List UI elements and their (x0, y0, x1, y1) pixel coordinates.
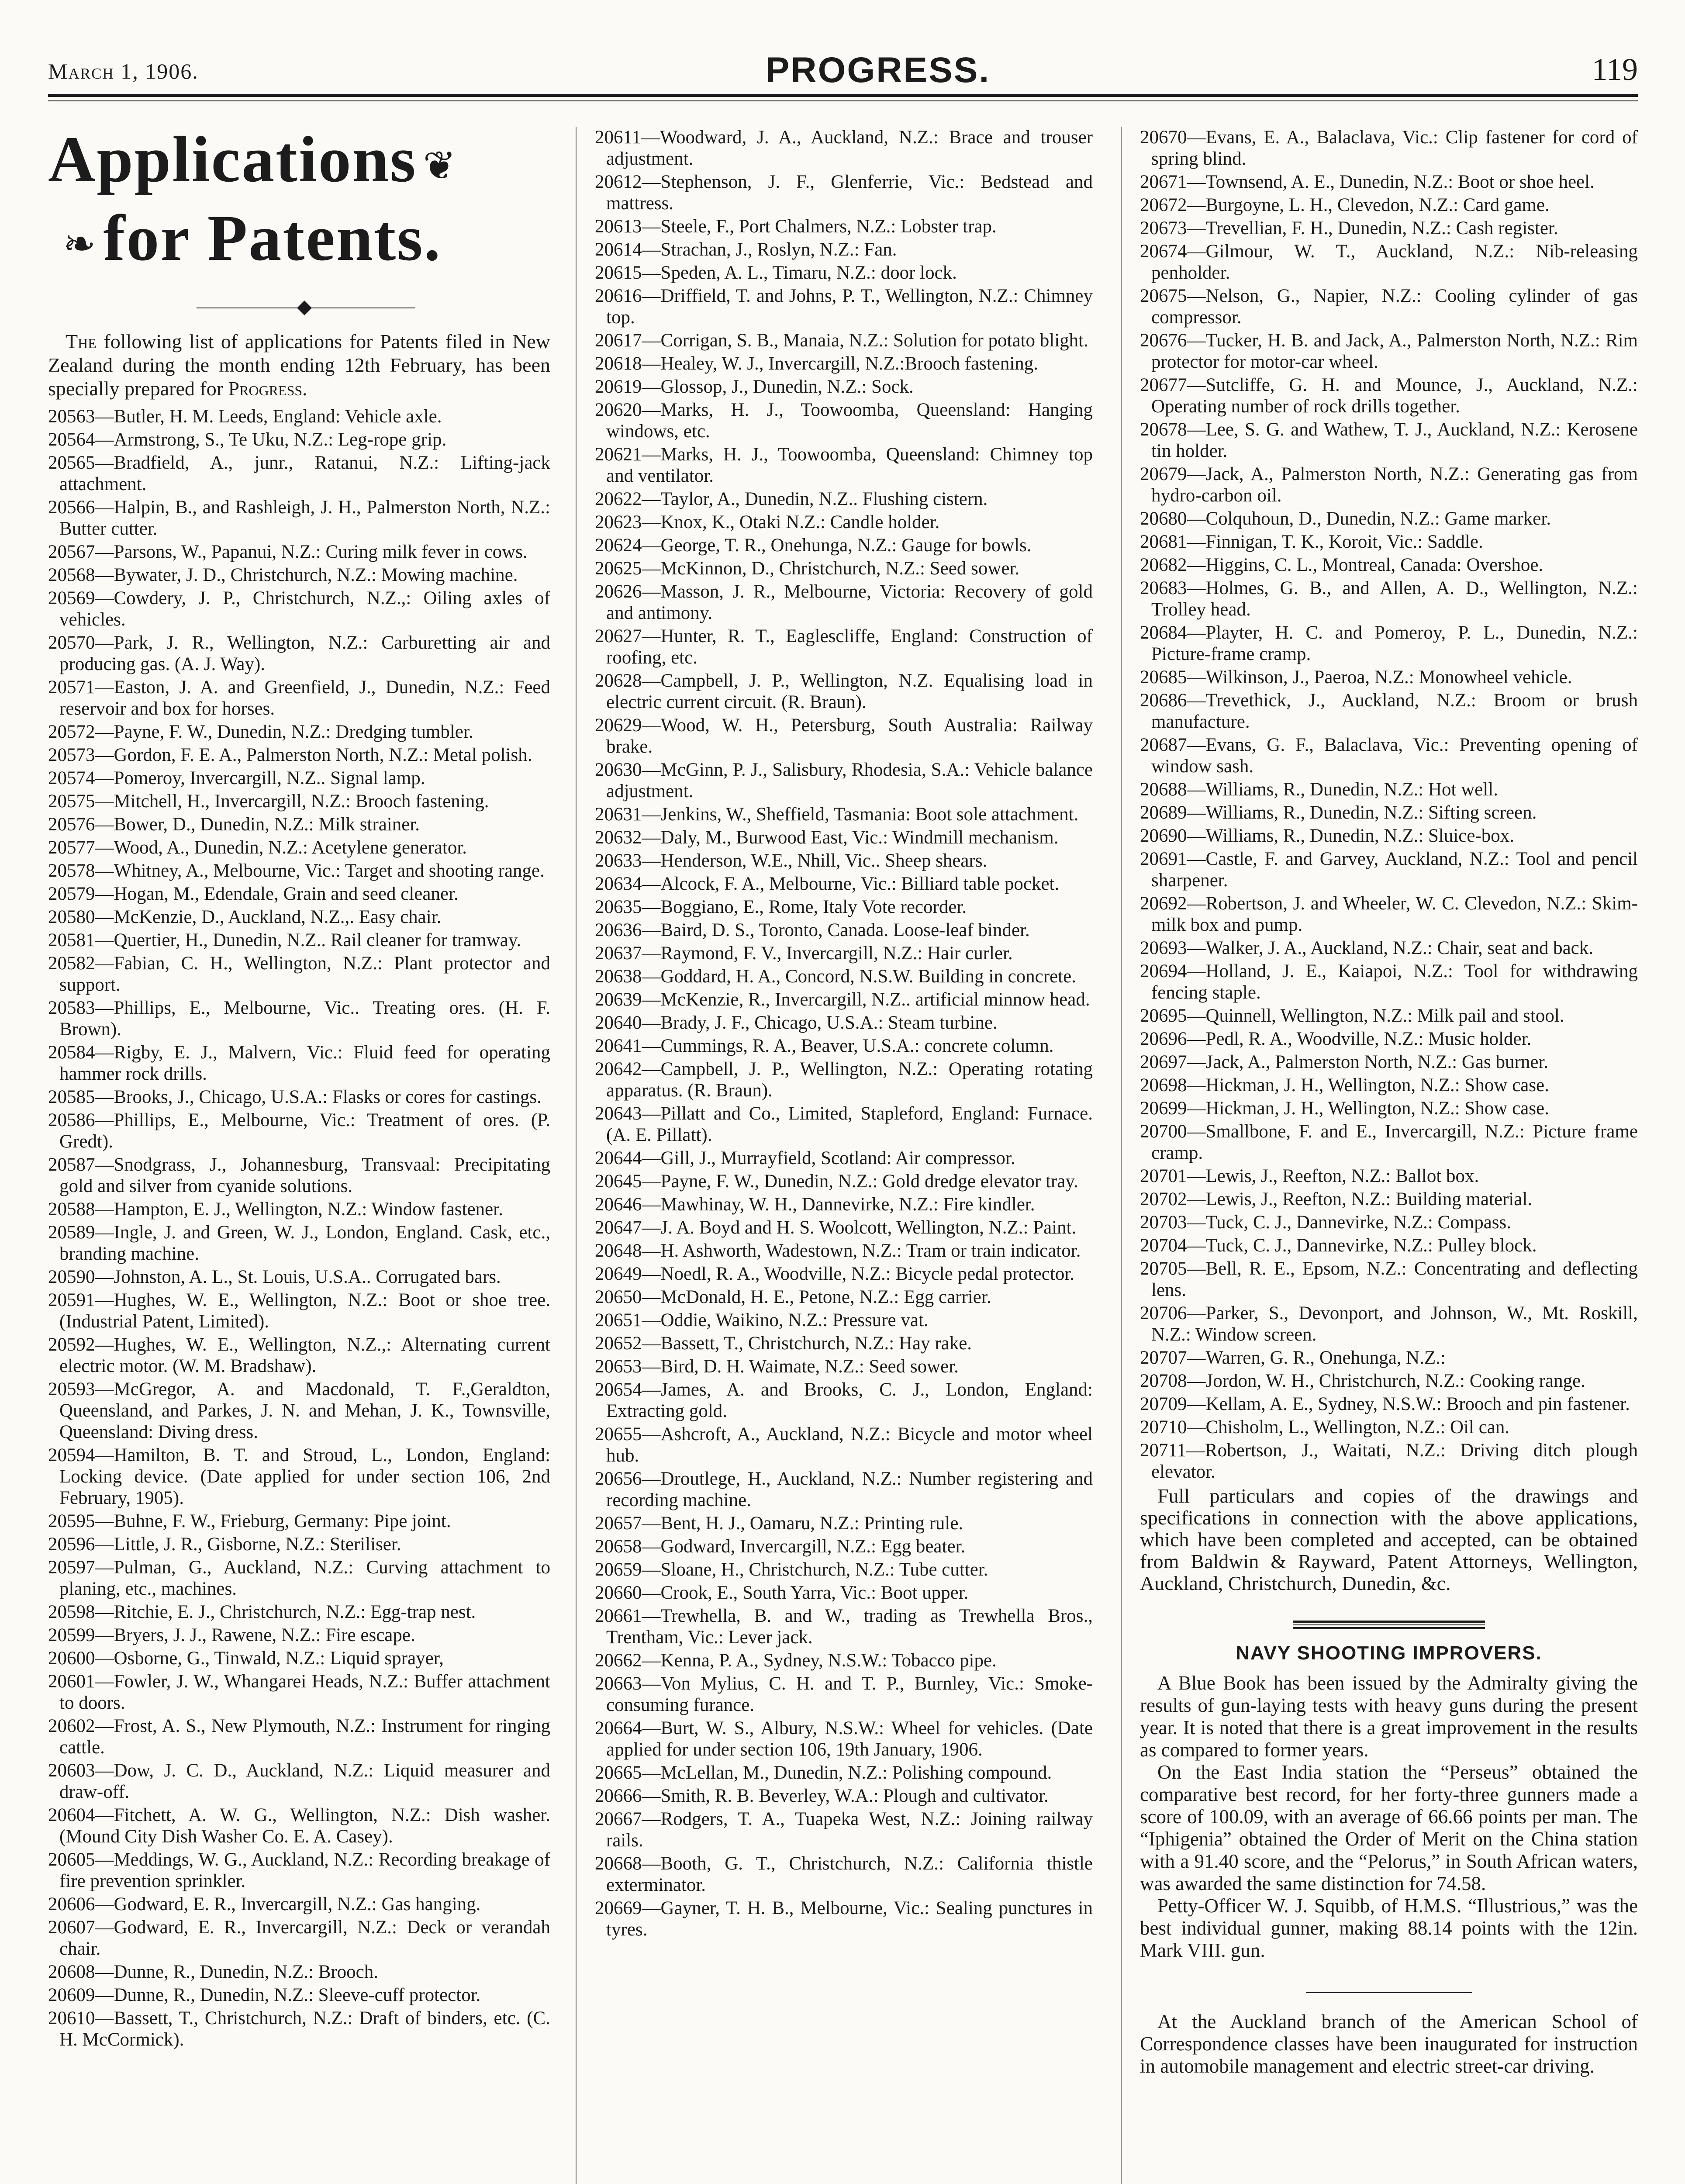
patent-entry: 20660—Crook, E., South Yarra, Vic.: Boot upper. (595, 1583, 969, 1603)
patent-entry: 20586—Phillips, E., Melbourne, Vic.: Treatment of ores. (P. Gredt). (48, 1110, 550, 1152)
patent-entry: 20644—Gill, J., Murrayfield, Scotland: Air compressor. (595, 1148, 1015, 1168)
patent-entry: 20686—Trevethick, J., Auckland, N.Z.: Broom or brush manufacture. (1140, 690, 1638, 732)
column-divider (1121, 127, 1122, 2184)
patent-entry: 20617—Corrigan, S. B., Manaia, N.Z.: Solution for potato blight. (595, 330, 1088, 351)
patent-entry: 20701—Lewis, J., Reefton, N.Z.: Ballot box. (1140, 1166, 1479, 1186)
patent-entry: 20630—McGinn, P. J., Salisbury, Rhodesia, S.A.: Vehicle balance adjustment. (595, 760, 1093, 802)
header-rule-thick (48, 94, 1638, 97)
patent-entry: 20658—Godward, Invercargill, N.Z.: Egg beater. (595, 1536, 966, 1557)
patent-entry: 20618—Healey, W. J., Invercargill, N.Z.:Brooch fastening. (595, 353, 1039, 374)
patent-entry: 20577—Wood, A., Dunedin, N.Z.: Acetylene generator. (48, 837, 467, 858)
patent-entry: 20666—Smith, R. B. Beverley, W.A.: Plough and cultivator. (595, 1786, 1049, 1806)
patent-entry: 20619—Glossop, J., Dunedin, N.Z.: Sock. (595, 377, 914, 397)
patent-entry: 20711—Robertson, J., Waitati, N.Z.: Driving ditch plough elevator. (1140, 1440, 1638, 1482)
patent-entry: 20563—Butler, H. M. Leeds, England: Vehicle axle. (48, 406, 442, 427)
separator-line (1293, 1621, 1485, 1623)
patent-entry: 20601—Fowler, J. W., Whangarei Heads, N.Z.: Buffer attachment to doors. (48, 1671, 550, 1714)
patent-entry: 20694—Holland, J. E., Kaiapoi, N.Z.: Tool for withdrawing fencing staple. (1140, 961, 1638, 1003)
patent-entry: 20692—Robertson, J. and Wheeler, W. C. Clevedon, N.Z.: Skim-milk box and pump. (1140, 893, 1638, 935)
patent-entry: 20642—Campbell, J. P., Wellington, N.Z.: Operating rotating apparatus. (R. Braun). (595, 1059, 1093, 1101)
patent-entry: 20597—Pulman, G., Auckland, N.Z.: Curving attachment to planing, etc., machines. (48, 1557, 550, 1600)
issue-date: March 1, 1906. (48, 59, 199, 83)
patent-entry: 20584—Rigby, E. J., Malvern, Vic.: Fluid feed for operating hammer rock drills. (48, 1042, 550, 1085)
patent-entry: 20691—Castle, F. and Garvey, Auckland, N.Z.: Tool and pencil sharpener. (1140, 849, 1638, 891)
patent-entry: 20654—James, A. and Brooks, C. J., London, England: Extracting gold. (595, 1379, 1093, 1421)
patent-entry: 20638—Goddard, H. A., Concord, N.S.W. Building in concrete. (595, 966, 1076, 987)
patent-entry: 20656—Droutlege, H., Auckland, N.Z.: Number registering and recording machine. (595, 1469, 1093, 1510)
patent-entry: 20710—Chisholm, L., Wellington, N.Z.: Oil can. (1140, 1417, 1510, 1438)
patent-list (48, 406, 550, 2050)
patent-entry: 20596—Little, J. R., Gisborne, N.Z.: Steriliser. (48, 1534, 401, 1555)
patent-entry: 20602—Frost, A. S., New Plymouth, N.Z.: Instrument for ringing cattle. (48, 1716, 550, 1758)
patent-entry: 20651—Oddie, Waikino, N.Z.: Pressure vat. (595, 1310, 929, 1330)
patent-entry: 20681—Finnigan, T. K., Koroit, Vic.: Saddle. (1140, 532, 1483, 552)
patent-entry: 20623—Knox, K., Otaki N.Z.: Candle holder. (595, 512, 940, 532)
intro-lead: The (66, 330, 97, 353)
intro-tail: Progress. (228, 377, 307, 400)
separator-line (1293, 1627, 1485, 1629)
patent-entry: 20643—Pillatt and Co., Limited, Stapleford, England: Furnace. (A. E. Pillatt). (595, 1103, 1093, 1145)
patent-entry: 20700—Smallbone, F. and E., Invercargill, N.Z.: Picture frame cramp. (1140, 1121, 1638, 1163)
patent-entry: 20687—Evans, G. F., Balaclava, Vic.: Preventing opening of window sash. (1140, 735, 1638, 777)
patent-entry: 20668—Booth, G. T., Christchurch, N.Z.: California thistle exterminator. (595, 1853, 1093, 1895)
patent-entry: 20628—Campbell, J. P., Wellington, N.Z. Equalising load in electric current circuit. (R. Braun). (595, 670, 1093, 712)
patent-entry: 20609—Dunne, R., Dunedin, N.Z.: Sleeve-cuff protector. (48, 1985, 481, 2006)
patent-entry: 20706—Parker, S., Devonport, and Johnson, W., Mt. Roskill, N.Z.: Window screen. (1140, 1303, 1638, 1345)
patent-entry: 20615—Speden, A. L., Timaru, N.Z.: door lock. (595, 263, 957, 283)
patent-entry: 20675—Nelson, G., Napier, N.Z.: Cooling cylinder of gas compressor. (1140, 286, 1638, 328)
patent-entry: 20685—Wilkinson, J., Paeroa, N.Z.: Monowheel vehicle. (1140, 667, 1572, 688)
patent-entry: 20695—Quinnell, Wellington, N.Z.: Milk pail and stool. (1140, 1006, 1564, 1026)
patent-entry: 20698—Hickman, J. H., Wellington, N.Z.: Show case. (1140, 1075, 1549, 1095)
patent-entry: 20634—Alcock, F. A., Melbourne, Vic.: Billiard table pocket. (595, 874, 1060, 894)
patent-entry: 20626—Masson, J. R., Melbourne, Victoria: Recovery of gold and antimony. (595, 581, 1093, 623)
patent-entry: 20652—Bassett, T., Christchurch, N.Z.: Hay rake. (595, 1333, 972, 1354)
patent-entry: 20595—Buhne, F. W., Frieburg, Germany: Pipe joint. (48, 1511, 451, 1532)
patent-entry: 20662—Kenna, P. A., Sydney, N.S.W.: Tobacco pipe. (595, 1650, 997, 1671)
patent-entry: 20578—Whitney, A., Melbourne, Vic.: Target and shooting range. (48, 860, 545, 881)
intro-body: following list of applications for Patents filed in New Zealand during the month ending 12th February, has been specially prepared for (48, 330, 550, 400)
patent-entry: 20629—Wood, W. H., Petersburg, South Australia: Railway brake. (595, 715, 1093, 757)
column-1 (48, 123, 550, 2052)
patent-entry: 20677—Sutcliffe, G. H. and Mounce, J., Auckland, N.Z.: Operating number of rock drills together. (1140, 375, 1638, 417)
patent-entry: 20583—Phillips, E., Melbourne, Vic.. Treating ores. (H. F. Brown). (48, 998, 550, 1040)
patent-list (1140, 127, 1638, 1482)
patent-entry: 20703—Tuck, C. J., Dannevirke, N.Z.: Compass. (1140, 1212, 1512, 1233)
patent-entry: 20611—Woodward, J. A., Auckland, N.Z.: Brace and trouser adjustment. (595, 127, 1093, 169)
patent-entry: 20599—Bryers, J. J., Rawene, N.Z.: Fire escape. (48, 1625, 415, 1646)
patent-entry: 20661—Trewhella, B. and W., trading as Trewhella Bros., Trentham, Vic.: Lever jack. (595, 1606, 1093, 1648)
patent-entry: 20565—Bradfield, A., junr., Ratanui, N.Z.: Lifting-jack attachment. (48, 453, 550, 495)
publication-title: PROGRESS. (765, 50, 991, 90)
patent-entry: 20664—Burt, W. S., Albury, N.S.W.: Wheel for vehicles. (Date applied for under section 106, 19th January, 1906. (595, 1718, 1093, 1760)
patent-entry: 20697—Jack, A., Palmerston North, N.Z.: Gas burner. (1140, 1052, 1549, 1072)
patent-entry: 20670—Evans, E. A., Balaclava, Vic.: Clip fastener for cord of spring blind. (1140, 127, 1638, 169)
patent-entry: 20625—McKinnon, D., Christchurch, N.Z.: Seed sower. (595, 558, 1020, 579)
patent-entry: 20708—Jordon, W. H., Christchurch, N.Z.: Cooking range. (1140, 1371, 1585, 1391)
patent-entry: 20612—Stephenson, J. F., Glenferrie, Vic.: Bedstead and mattress. (595, 172, 1093, 214)
header-rule-thin (48, 100, 1638, 101)
patent-entry: 20646—Mawhinay, W. H., Dannevirke, N.Z.: Fire kindler. (595, 1194, 1035, 1215)
patent-entry: 20608—Dunne, R., Dunedin, N.Z.: Brooch. (48, 1962, 379, 1983)
patent-entry: 20582—Fabian, C. H., Wellington, N.Z.: Plant protector and support. (48, 953, 550, 995)
patent-entry: 20581—Quertier, H., Dunedin, N.Z.. Rail cleaner for tramway. (48, 930, 521, 951)
patent-entry: 20674—Gilmour, W. T., Auckland, N.Z.: Nib-releasing penholder. (1140, 241, 1638, 283)
closing-paragraph: Full particulars and copies of the drawings and specifications in connection with the above applications, which have been completed and accepted, can be obtained from Baldwin & Rayward, Patent Attorneys, Wellington, Auckland, Christchurch, Dunedin, &c. (1140, 1485, 1638, 1594)
patent-entry: 20635—Boggiano, E., Rome, Italy Vote recorder. (595, 897, 967, 917)
patent-entry: 20631—Jenkins, W., Sheffield, Tasmania: Boot sole attachment. (595, 804, 1079, 825)
patent-entry: 20568—Bywater, J. D., Christchurch, N.Z.: Mowing machine. (48, 565, 518, 586)
column-3 (1140, 127, 1638, 2077)
patent-entry: 20680—Colquhoun, D., Dunedin, N.Z.: Game marker. (1140, 508, 1551, 529)
patent-entry: 20699—Hickman, J. H., Wellington, N.Z.: Show case. (1140, 1098, 1549, 1119)
patent-entry: 20571—Easton, J. A. and Greenfield, J., Dunedin, N.Z.: Feed reservoir and box for horses. (48, 677, 550, 719)
column-divider (576, 127, 577, 2184)
navy-article (1140, 1642, 1638, 1962)
title-line-1: Applications (48, 123, 417, 196)
patent-entry: 20589—Ingle, J. and Green, W. J., London, England. Cask, etc., branding machine. (48, 1222, 550, 1265)
diamond-icon (297, 301, 312, 315)
patent-entry: 20622—Taylor, A., Dunedin, N.Z.. Flushing cistern. (595, 489, 988, 509)
title-line-2: for Patents. (103, 201, 442, 274)
patent-entry: 20627—Hunter, R. T., Eaglescliffe, England: Construction of roofing, etc. (595, 626, 1093, 668)
article-paragraph: On the East India station the “Perseus” obtained the comparative best record, for her forty-three gunners made a score of 100.09, with an average of 66.66 points per man. The “Iphigenia” obtained the Order of Merit on the China station with a 91.40 score, and the “Pelorus,” in South African waters, was awarded the same distinction for 74.58. (1140, 1761, 1638, 1894)
title-rule (48, 295, 550, 321)
patent-entry: 20575—Mitchell, H., Invercargill, N.Z.: Brooch fastening. (48, 791, 489, 812)
patent-entry: 20604—Fitchett, A. W. G., Wellington, N.Z.: Dish washer. (Mound City Dish Washer Co. E. A. Casey). (48, 1805, 550, 1847)
patent-entry: 20624—George, T. R., Onehunga, N.Z.: Gauge for bowls. (595, 535, 1032, 556)
patent-entry: 20607—Godward, E. R., Invercargill, N.Z.: Deck or verandah chair. (48, 1917, 550, 1959)
article-heading: NAVY SHOOTING IMPROVERS. (1236, 1642, 1542, 1664)
patent-entry: 20591—Hughes, W. E., Wellington, N.Z.: Boot or shoe tree. (Industrial Patent, Limited). (48, 1290, 550, 1332)
patent-entry: 20665—McLellan, M., Dunedin, N.Z.: Polishing compound. (595, 1762, 1052, 1783)
patent-entry: 20592—Hughes, W. E., Wellington, N.Z.,: Alternating current electric motor. (W. M. Bradshaw). (48, 1334, 550, 1377)
patent-entry: 20573—Gordon, F. E. A., Palmerston North, N.Z.: Metal polish. (48, 745, 532, 766)
patent-entry: 20690—Williams, R., Dunedin, N.Z.: Sluice-box. (1140, 826, 1514, 846)
patent-entry: 20569—Cowdery, J. P., Christchurch, N.Z.,: Oiling axles of vehicles. (48, 588, 550, 630)
patent-entry: 20576—Bower, D., Dunedin, N.Z.: Milk strainer. (48, 814, 420, 835)
patent-entry: 20639—McKenzie, R., Invercargill, N.Z.. artificial minnow head. (595, 989, 1090, 1010)
patent-entry: 20570—Park, J. R., Wellington, N.Z.: Carburetting air and producing gas. (A. J. Way). (48, 632, 550, 675)
patent-entry: 20673—Trevellian, F. H., Dunedin, N.Z.: Cash register. (1140, 218, 1558, 238)
patent-entry: 20594—Hamilton, B. T. and Stroud, L., London, England: Locking device. (Date applied for under section 106, 2nd February, 1905). (48, 1445, 550, 1509)
patent-entry: 20564—Armstrong, S., Te Uku, N.Z.: Leg-rope grip. (48, 429, 447, 450)
patent-entry: 20590—Johnston, A. L., St. Louis, U.S.A.. Corrugated bars. (48, 1267, 501, 1288)
patent-entry: 20676—Tucker, H. B. and Jack, A., Palmerston North, N.Z.: Rim protector for motor-car wheel. (1140, 330, 1638, 372)
patent-entry: 20637—Raymond, F. V., Invercargill, N.Z.: Hair curler. (595, 943, 1013, 964)
patent-entry: 20679—Jack, A., Palmerston North, N.Z.: Generating gas from hydro-carbon oil. (1140, 464, 1638, 506)
patent-entry: 20663—Von Mylius, C. H. and T. P., Burnley, Vic.: Smoke-consuming furance. (595, 1673, 1093, 1715)
patent-entry: 20640—Brady, J. F., Chicago, U.S.A.: Steam turbine. (595, 1013, 998, 1033)
intro-paragraph (48, 330, 550, 401)
school-notice (1140, 2011, 1638, 2077)
patent-entry: 20657—Bent, H. J., Oamaru, N.Z.: Printing rule. (595, 1513, 963, 1534)
patent-entry: 20636—Baird, D. S., Toronto, Canada. Loose-leaf binder. (595, 920, 1030, 940)
patent-entry: 20572—Payne, F. W., Dunedin, N.Z.: Dredging tumbler. (48, 722, 473, 743)
patent-entry: 20579—Hogan, M., Edendale, Grain and seed cleaner. (48, 884, 459, 905)
patent-entry: 20600—Osborne, G., Tinwald, N.Z.: Liquid sprayer, (48, 1648, 444, 1669)
patent-entry: 20588—Hampton, E. J., Wellington, N.Z.: Window fastener. (48, 1199, 503, 1220)
patent-entry: 20574—Pomeroy, Invercargill, N.Z.. Signal lamp. (48, 768, 425, 789)
article-paragraph: A Blue Book has been issued by the Admiralty giving the results of gun-laying tests with heavy guns during the present year. It is noted that there is a great improvement in the results as compared to former years. (1140, 1672, 1638, 1761)
article-paragraph: Petty-Officer W. J. Squibb, of H.M.S. “Illustrious,” was the best individual gunner, making 88.14 points with the 12in. Mark VIII. gun. (1140, 1895, 1638, 1961)
patent-entry: 20659—Sloane, H., Christchurch, N.Z.: Tube cutter. (595, 1559, 988, 1580)
patent-entry: 20566—Halpin, B., and Rashleigh, J. H., Palmerston North, N.Z.: Butter cutter. (48, 497, 550, 539)
patent-entry: 20633—Henderson, W.E., Nhill, Vic.. Sheep shears. (595, 850, 988, 871)
patent-entry: 20621—Marks, H. J., Toowoomba, Queensland: Chimney top and ventilator. (595, 444, 1093, 486)
patent-entry: 20585—Brooks, J., Chicago, U.S.A.: Flasks or cores for castings. (48, 1087, 542, 1108)
patent-entry: 20632—Daly, M., Burwood East, Vic.: Windmill mechanism. (595, 827, 1059, 848)
patent-entry: 20587—Snodgrass, J., Johannesburg, Transvaal: Precipitating gold and silver from cyanide solutions. (48, 1154, 550, 1197)
patent-entry: 20593—McGregor, A. and Macdonald, T. F.,Geraldton, Queensland, and Parkes, J. N. and Mehan, J. K., Townsville, Queensland: Diving dress. (48, 1379, 550, 1443)
patent-entry: 20650—McDonald, H. E., Petone, N.Z.: Egg carrier. (595, 1287, 991, 1307)
patent-entry: 20655—Ashcroft, A., Auckland, N.Z.: Bicycle and motor wheel hub. (595, 1424, 1093, 1466)
patent-entry: 20682—Higgins, C. L., Montreal, Canada: Overshoe. (1140, 555, 1543, 575)
patent-entry: 20647—J. A. Boyd and H. S. Woolcott, Wellington, N.Z.: Paint. (595, 1217, 1077, 1238)
patent-entry: 20693—Walker, J. A., Auckland, N.Z.: Chair, seat and back. (1140, 938, 1594, 958)
section-separator (1293, 1621, 1485, 1629)
patent-entry: 20707—Warren, G. R., Onehunga, N.Z.: (1140, 1348, 1446, 1368)
notice-paragraph: At the Auckland branch of the American School of Correspondence classes have been inaugurated for instruction in automobile management and electric street-car driving. (1140, 2011, 1638, 2077)
section-title (48, 123, 550, 277)
article-separator (1306, 1992, 1472, 1993)
patent-list (595, 127, 1093, 1940)
patent-entry: 20567—Parsons, W., Papanui, N.Z.: Curing milk fever in cows. (48, 542, 528, 563)
column-2 (595, 127, 1093, 1942)
patent-entry: 20689—Williams, R., Dunedin, N.Z.: Sifting screen. (1140, 802, 1537, 823)
patent-entry: 20616—Driffield, T. and Johns, P. T., Wellington, N.Z.: Chimney top. (595, 286, 1093, 328)
patent-entry: 20704—Tuck, C. J., Dannevirke, N.Z.: Pulley block. (1140, 1235, 1537, 1256)
patent-entry: 20671—Townsend, A. E., Dunedin, N.Z.: Boot or shoe heel. (1140, 172, 1595, 192)
patent-entry: 20648—H. Ashworth, Wadestown, N.Z.: Tram or train indicator. (595, 1241, 1081, 1261)
patent-entry: 20605—Meddings, W. G., Auckland, N.Z.: Recording breakage of fire prevention sprinkler. (48, 1849, 550, 1892)
running-header (48, 44, 1638, 92)
patent-entry: 20669—Gayner, T. H. B., Melbourne, Vic.: Sealing punctures in tyres. (595, 1898, 1093, 1940)
patent-entry: 20580—McKenzie, D., Auckland, N.Z.,. Easy chair. (48, 907, 442, 928)
patent-entry: 20620—Marks, H. J., Toowoomba, Queensland: Hanging windows, etc. (595, 400, 1093, 442)
patent-entry: 20672—Burgoyne, L. H., Clevedon, N.Z.: Card game. (1140, 195, 1550, 215)
patent-entry: 20603—Dow, J. C. D., Auckland, N.Z.: Liquid measurer and draw-off. (48, 1760, 550, 1803)
patent-entry: 20641—Cummings, R. A., Beaver, U.S.A.: concrete column. (595, 1036, 1054, 1056)
patent-entry: 20678—Lee, S. G. and Wathew, T. J., Auckland, N.Z.: Kerosene tin holder. (1140, 419, 1638, 461)
patent-entry: 20683—Holmes, G. B., and Allen, A. D., Wellington, N.Z.: Trolley head. (1140, 578, 1638, 620)
patent-entry: 20667—Rodgers, T. A., Tuapeka West, N.Z.: Joining railway rails. (595, 1809, 1093, 1851)
patent-entry: 20606—Godward, E. R., Invercargill, N.Z.: Gas hanging. (48, 1894, 481, 1915)
patent-entry: 20653—Bird, D. H. Waimate, N.Z.: Seed sower. (595, 1356, 959, 1377)
patent-entry: 20613—Steele, F., Port Chalmers, N.Z.: Lobster trap. (595, 216, 997, 237)
patent-entry: 20696—Pedl, R. A., Woodville, N.Z.: Music holder. (1140, 1029, 1532, 1049)
patent-entry: 20610—Bassett, T., Christchurch, N.Z.: Draft of binders, etc. (C. H. McCormick). (48, 2008, 550, 2050)
patent-entry: 20705—Bell, R. E., Epsom, N.Z.: Concentrating and deflecting lens. (1140, 1258, 1638, 1300)
separator-line (1293, 1624, 1485, 1625)
ornament-icon: ❦ (423, 144, 457, 188)
patent-entry: 20598—Ritchie, E. J., Christchurch, N.Z.: Egg-trap nest. (48, 1602, 476, 1623)
patent-entry: 20702—Lewis, J., Reefton, N.Z.: Building material. (1140, 1189, 1533, 1209)
patent-entry: 20614—Strachan, J., Roslyn, N.Z.: Fan. (595, 239, 897, 260)
ornament-icon: ❧ (63, 223, 97, 266)
page-number: 119 (1592, 52, 1638, 87)
patent-entry: 20709—Kellam, A. E., Sydney, N.S.W.: Brooch and pin fastener. (1140, 1394, 1630, 1414)
patent-entry: 20684—Playter, H. C. and Pomeroy, P. L., Dunedin, N.Z.: Picture-frame cramp. (1140, 622, 1638, 664)
patent-entry: 20649—Noedl, R. A., Woodville, N.Z.: Bicycle pedal protector. (595, 1264, 1075, 1284)
patent-entry: 20688—Williams, R., Dunedin, N.Z.: Hot well. (1140, 779, 1498, 800)
patent-entry: 20645—Payne, F. W., Dunedin, N.Z.: Gold dredge elevator tray. (595, 1171, 1078, 1192)
